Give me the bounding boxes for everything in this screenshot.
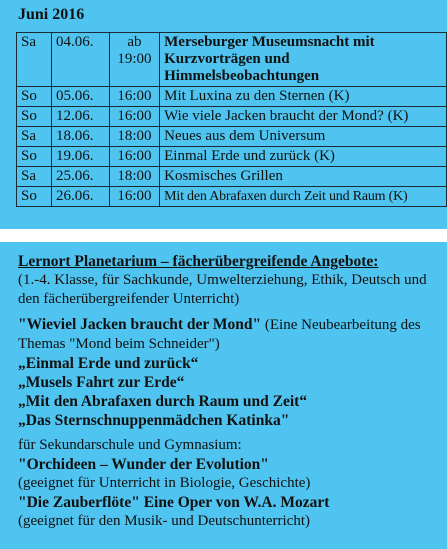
secondary-offer-1-title: "Orchideen – Wunder der Evolution" [18,456,269,473]
row-date: 26.06. [51,187,109,207]
secondary-offer-2-note: (geeignet für den Musik- und Deutschunterricht) [18,513,310,529]
row-title: Mit Luxina zu den Sternen (K) [160,87,447,107]
schedule-table [16,32,447,207]
offer-1-note: (Eine Neubearbeitung des Themas "Mond beim Schneider") [18,317,421,352]
row-day: So [17,147,52,167]
offer-4: „Mit den Abrafaxen durch Raum und Zeit“ [18,393,308,410]
row-day: So [17,107,52,127]
secondary-offer-2-title: "Die Zauberflöte" Eine Oper von W.A. Mozart [18,494,330,511]
row-date: 18.06. [51,127,109,147]
schedule-panel [0,0,447,229]
secondary-intro: für Sekundarschule und Gymnasium: [18,437,242,453]
row-time: 16:00 [109,87,159,107]
row-day: Sa [17,33,52,87]
row-title: Neues aus dem Universum [160,127,447,147]
row-date: 12.06. [51,107,109,127]
schedule-row [17,147,447,167]
row-date: 05.06. [51,87,109,107]
offer-5: „Das Sternschnuppenmädchen Katinka" [18,412,290,429]
lernort-intro: (1.-4. Klasse, für Sachkunde, Umwelterziehung, Ethik, Deutsch und den fächerübergreifender Unterricht) [18,272,427,307]
offer-1-title: "Wieviel Jacken braucht der Mond" [18,316,262,333]
offer-2: „Einmal Erde und zurück“ [18,355,199,372]
row-time: 18:00 [109,167,159,187]
offer-3: „Musels Fahrt zur Erde“ [18,374,185,391]
row-day: Sa [17,167,52,187]
schedule-row [17,167,447,187]
row-day: So [17,87,52,107]
row-time: 18:00 [109,127,159,147]
schedule-row [17,33,447,87]
schedule-row [17,87,447,107]
schedule-row [17,107,447,127]
month-title: Juni 2016 [18,6,85,23]
row-title: Einmal Erde und zurück (K) [160,147,447,167]
row-date: 04.06. [51,33,109,87]
secondary-offer-1-note: (geeignet für Unterricht in Biologie, Geschichte) [18,475,311,491]
row-time: 16:00 [109,187,159,207]
row-title: Wie viele Jacken braucht der Mond? (K) [160,107,447,127]
row-title: Merseburger Museumsnacht mit Kurzvorträgen und Himmelsbeobachtungen [160,33,447,87]
offer-1 [18,315,439,354]
lernort-heading: Lernort Planetarium – fächerübergreifende Angebote: [18,253,379,270]
lernort-panel [0,242,447,549]
schedule-row [17,127,447,147]
row-title: Mit den Abrafaxen durch Zeit und Raum (K) [160,187,447,207]
row-day: Sa [17,127,52,147]
row-date: 25.06. [51,167,109,187]
schedule-row [17,187,447,207]
row-time: 16:00 [109,107,159,127]
row-day: So [17,187,52,207]
row-title: Kosmisches Grillen [160,167,447,187]
row-time: ab 19:00 [109,33,159,87]
row-date: 19.06. [51,147,109,167]
row-time: 16:00 [109,147,159,167]
